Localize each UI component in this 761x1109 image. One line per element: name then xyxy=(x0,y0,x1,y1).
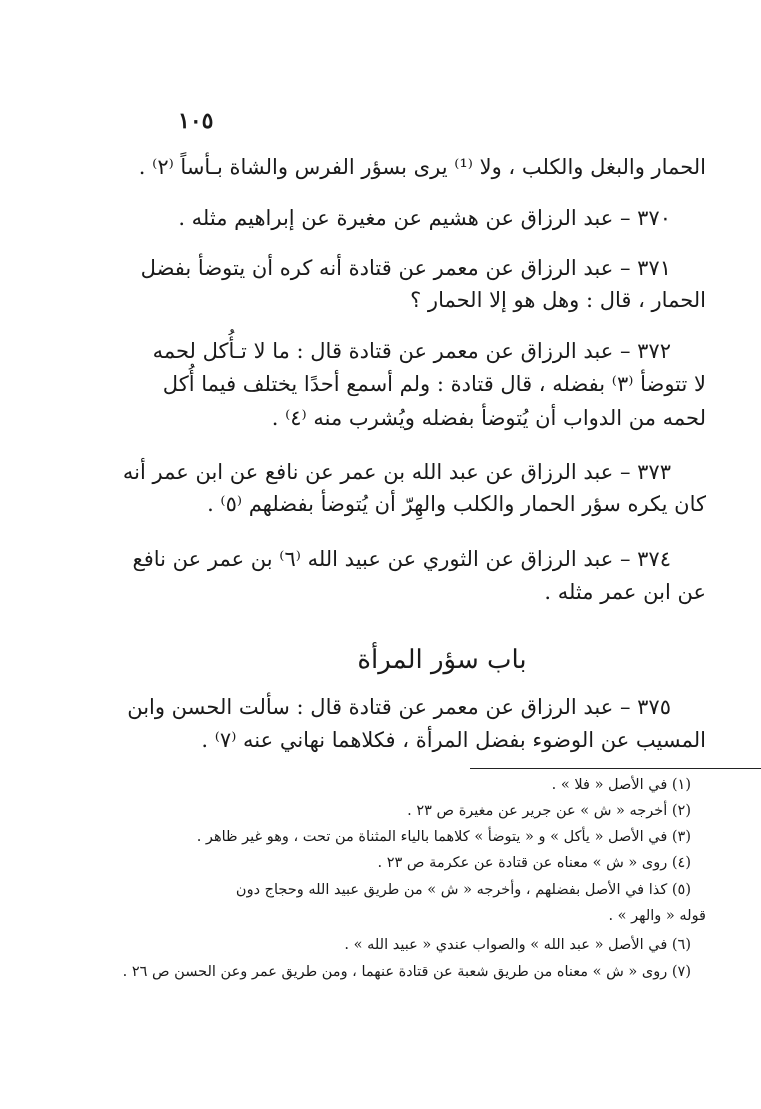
section-line: ٣٧٥ – عبد الرزاق عن معمر عن قتادة قال : سألت الحسن وابن xyxy=(127,695,671,719)
footnote-divider xyxy=(470,768,761,769)
body-line: ٣٧٤ – عبد الرزاق عن الثوري عن عبيد الله ⁽٦⁾ بن عمر عن نافع xyxy=(132,547,671,571)
body-line: لحمه من الدواب أن يُتوضأ بفضله ويُشرب منه ⁽٤⁾ . xyxy=(271,406,706,430)
footnote: (٥) كذا في الأصل بفضلهم ، وأخرجه « ش » من طريق عبيد الله وحجاج دون xyxy=(235,882,691,898)
footnote: (٣) في الأصل « يأكل » و « يتوضأ » كلاهما بالياء المثناة من تحت ، وهو غير ظاهر . xyxy=(196,829,691,845)
footnote-continuation: قوله « والهر » . xyxy=(608,908,706,924)
body-line: الحمار ، قال : وهل هو إلا الحمار ؟ xyxy=(410,288,706,312)
body-line: ٣٧٢ – عبد الرزاق عن معمر عن قتادة قال : ما لا تـأُكل لحمه xyxy=(152,339,671,363)
footnote: (٤) روى « ش » معناه عن قتادة عن عكرمة ص ٢٣ . xyxy=(377,855,691,871)
body-line: ٣٧٠ – عبد الرزاق عن هشيم عن مغيرة عن إبراهيم مثله . xyxy=(178,206,671,230)
footnote: (١) في الأصل « فلا » . xyxy=(551,777,691,793)
body-line: عن ابن عمر مثله . xyxy=(544,580,706,604)
page-number: ١٠٥ xyxy=(178,108,214,134)
section-line: المسيب عن الوضوء بفضل المرأة ، فكلاهما نهاني عنه ⁽٧⁾ . xyxy=(201,728,706,752)
body-line: الحمار والبغل والكلب ، ولا ⁽¹⁾ يرى بسؤر الفرس والشاة بـأساً ⁽٢⁾ . xyxy=(138,155,706,179)
body-line: كان يكره سؤر الحمار والكلب والهِرّ أن يُتوضأ بفضلهم ⁽٥⁾ . xyxy=(207,492,706,516)
footnote: (٦) في الأصل « عبد الله » والصواب عندي « عبيد الله » . xyxy=(344,937,691,953)
body-line: لا تتوضأ ⁽٣⁾ بفضله ، قال قتادة : ولم أسمع أحدًا يختلف فيما أُكل xyxy=(162,372,706,396)
footnote: (٢) أخرجه « ش » عن جرير عن مغيرة ص ٢٣ . xyxy=(407,803,691,819)
footnote: (٧) روى « ش » معناه من طريق شعبة عن قتادة عنهما ، ومن طريق عمر وعن الحسن ص ٢٦ . xyxy=(122,964,691,980)
section-heading: باب سؤر المرأة xyxy=(357,645,527,675)
body-line: ٣٧٣ – عبد الرزاق عن عبد الله بن عمر عن نافع عن ابن عمر أنه xyxy=(122,460,671,484)
body-line: ٣٧١ – عبد الرزاق عن معمر عن قتادة أنه كره أن يتوضأ بفضل xyxy=(140,256,671,280)
